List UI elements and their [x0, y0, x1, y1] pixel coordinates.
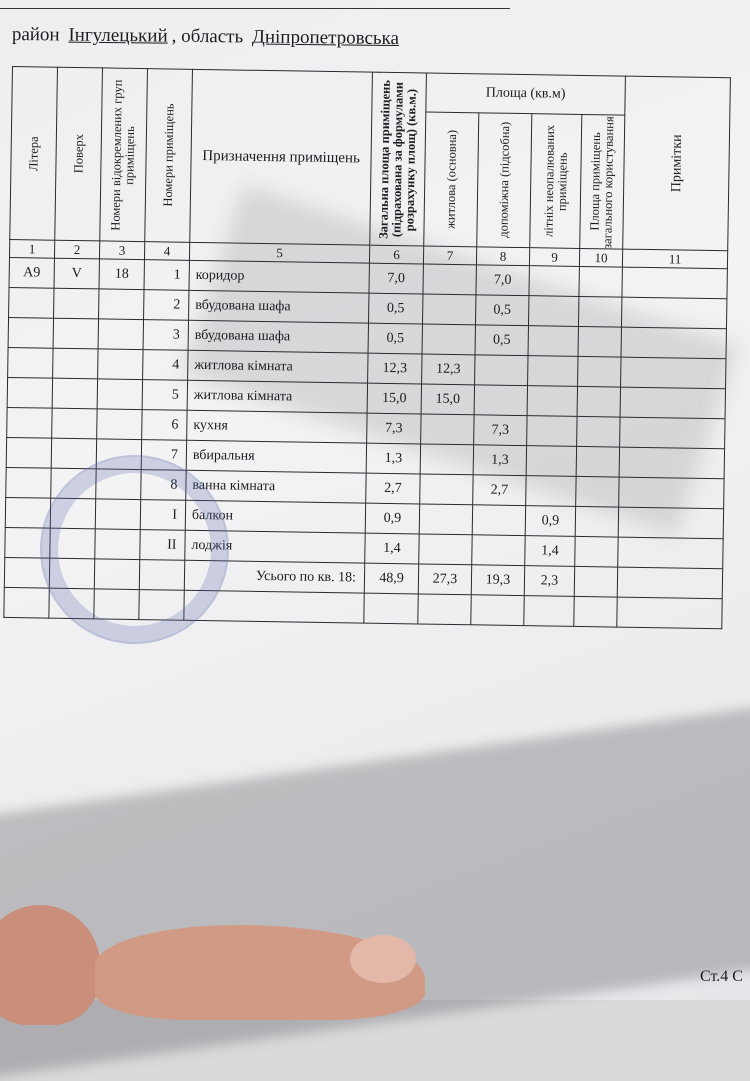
row-aux-area: 2,7 — [473, 475, 526, 506]
row-empty-cell — [576, 476, 619, 507]
row-empty-cell — [575, 536, 618, 567]
row-total-area: 2,7 — [366, 473, 420, 504]
total-label: Усього по кв. 18: — [184, 560, 364, 593]
row-group — [96, 439, 141, 470]
summer-area-sum: 2,3 — [524, 566, 574, 597]
row-living-area — [422, 324, 475, 355]
col-number: 11 — [622, 249, 727, 269]
district-value: Інгулецький — [68, 24, 168, 47]
row-litera: А9 — [9, 257, 54, 288]
row-room-number: 3 — [143, 320, 188, 351]
row-living-area — [419, 504, 472, 535]
row-total-area: 1,3 — [366, 443, 420, 474]
row-total-area: 7,3 — [367, 413, 421, 444]
row-aux-area — [474, 385, 527, 416]
row-floor — [51, 468, 96, 499]
row-litera — [7, 407, 52, 438]
row-total-area: 12,3 — [368, 353, 422, 384]
row-summer-area: 0,9 — [525, 506, 575, 537]
row-litera — [6, 437, 51, 468]
row-room-number: 2 — [144, 290, 189, 321]
row-floor — [50, 498, 95, 529]
row-empty-cell — [575, 506, 618, 537]
header-summer-area: літніх неопалюваних приміщень — [530, 113, 582, 248]
col-number: 5 — [189, 242, 369, 263]
row-empty-cell — [619, 477, 724, 509]
row-group — [98, 349, 143, 380]
header-room-numbers: Номери приміщень — [145, 69, 193, 243]
row-summer-area — [527, 386, 577, 417]
row-empty-cell — [578, 326, 621, 357]
row-living-area — [420, 444, 473, 475]
row-empty-cell — [578, 296, 621, 327]
row-empty-cell — [577, 386, 620, 417]
row-total-area: 1,4 — [365, 533, 419, 564]
col-number: 2 — [54, 240, 99, 259]
row-litera — [5, 527, 50, 558]
row-summer-area — [527, 416, 577, 447]
row-empty-cell — [622, 267, 727, 299]
row-living-area: 12,3 — [422, 354, 475, 385]
row-room-name: коридор — [189, 260, 369, 293]
row-floor — [52, 378, 97, 409]
row-room-name: житлова кімната — [188, 350, 368, 383]
row-summer-area: 1,4 — [525, 536, 575, 567]
row-litera — [6, 467, 51, 498]
row-room-name: вбудована шафа — [188, 320, 368, 353]
row-summer-area — [526, 476, 576, 507]
row-empty-cell — [620, 387, 725, 419]
row-aux-area: 7,0 — [476, 265, 529, 296]
header-group-numbers: Номери відокремлених груп приміщень — [100, 68, 148, 242]
col-number: 6 — [369, 245, 423, 264]
row-litera — [7, 377, 52, 408]
row-empty-cell — [618, 507, 723, 539]
row-empty-cell — [576, 446, 619, 477]
row-aux-area — [475, 355, 528, 386]
row-empty-cell — [620, 417, 725, 449]
row-room-name: вбудована шафа — [189, 290, 369, 323]
row-living-area — [423, 264, 476, 295]
row-empty-cell — [621, 327, 726, 359]
row-group — [95, 499, 140, 530]
row-group — [96, 469, 141, 500]
row-room-name: вбиральня — [186, 440, 366, 473]
row-floor — [51, 438, 96, 469]
row-aux-area: 7,3 — [474, 415, 527, 446]
living-area-sum: 27,3 — [418, 564, 471, 595]
row-room-number: 1 — [144, 260, 189, 291]
header-floor: Поверх — [55, 67, 103, 241]
row-aux-area: 1,3 — [473, 445, 526, 476]
row-total-area: 0,9 — [365, 503, 419, 534]
row-living-area — [420, 474, 473, 505]
row-empty-cell — [618, 537, 723, 569]
region-label: , область — [171, 25, 244, 48]
col-number: 9 — [529, 248, 579, 267]
thumbnail-nail — [350, 935, 416, 983]
row-group — [98, 319, 143, 350]
row-summer-area — [528, 326, 578, 357]
explication-table — [3, 66, 731, 629]
row-floor: V — [54, 258, 99, 289]
row-empty-cell — [578, 356, 621, 387]
row-litera — [8, 317, 53, 348]
row-room-name: ванна кімната — [186, 470, 366, 503]
col-number: 4 — [144, 242, 189, 261]
row-empty-cell — [619, 447, 724, 479]
region-value: Дніпропетровська — [251, 26, 400, 50]
header-area-group: Площа (кв.м) — [426, 73, 626, 115]
aux-area-sum: 19,3 — [471, 565, 524, 596]
row-empty-cell — [579, 266, 622, 297]
district-label: район — [11, 24, 60, 46]
row-total-area: 7,0 — [369, 263, 423, 294]
row-living-area — [421, 414, 474, 445]
row-floor — [52, 408, 97, 439]
header-litera: Літера — [10, 67, 58, 241]
row-litera — [9, 287, 54, 318]
row-summer-area — [526, 446, 576, 477]
row-floor — [53, 348, 98, 379]
total-area-sum: 48,9 — [364, 563, 418, 594]
row-group — [97, 379, 142, 410]
row-litera — [8, 347, 53, 378]
row-summer-area — [528, 356, 578, 387]
top-rule — [0, 0, 510, 9]
row-group — [97, 409, 142, 440]
row-room-name: лоджія — [185, 530, 365, 563]
row-room-number: I — [140, 500, 185, 531]
row-aux-area: 0,5 — [475, 325, 528, 356]
row-group — [95, 529, 140, 560]
explication-table-wrap — [3, 66, 730, 629]
row-room-number: 4 — [143, 350, 188, 381]
col-number: 1 — [9, 239, 54, 258]
row-group — [99, 289, 144, 320]
row-summer-area — [529, 266, 579, 297]
header-room-purpose: Призначення приміщень — [190, 69, 373, 245]
row-living-area — [419, 534, 472, 565]
row-aux-area: 0,5 — [475, 295, 528, 326]
row-empty-cell — [621, 357, 726, 389]
row-room-name: житлова кімната — [187, 380, 367, 413]
row-aux-area — [472, 535, 525, 566]
row-group: 18 — [99, 259, 144, 290]
row-room-number: 7 — [141, 440, 186, 471]
row-total-area: 15,0 — [367, 383, 421, 414]
address-header — [12, 24, 403, 50]
row-room-number: II — [140, 530, 185, 561]
header-total-area: Загальна площа приміщень (підрахована за формулами розрахунку площ) (кв.м.) — [370, 72, 427, 246]
header-common-area: Площа приміщень загального користування — [580, 114, 625, 249]
row-summer-area — [528, 296, 578, 327]
row-empty-cell — [577, 416, 620, 447]
row-total-area: 0,5 — [368, 323, 422, 354]
row-room-number: 8 — [141, 470, 186, 501]
row-litera — [5, 497, 50, 528]
row-room-number: 5 — [142, 380, 187, 411]
row-room-name: балкон — [185, 500, 365, 533]
row-floor — [50, 528, 95, 559]
col-number: 8 — [476, 247, 529, 266]
row-room-number: 6 — [142, 410, 187, 441]
header-notes: Примітки — [623, 76, 731, 251]
page-number: Ст.4 С — [700, 968, 743, 985]
row-living-area — [422, 294, 475, 325]
header-living-area: житлова (основна) — [424, 112, 479, 247]
row-total-area: 0,5 — [369, 293, 423, 324]
row-floor — [54, 288, 99, 319]
col-number: 7 — [423, 246, 476, 265]
header-aux-area: допоміжна (підсобна) — [477, 112, 532, 247]
row-living-area: 15,0 — [421, 384, 474, 415]
row-empty-cell — [621, 297, 726, 329]
row-floor — [53, 318, 98, 349]
col-number: 10 — [579, 248, 622, 267]
row-aux-area — [472, 505, 525, 536]
row-room-name: кухня — [187, 410, 367, 443]
col-number: 3 — [99, 241, 144, 260]
